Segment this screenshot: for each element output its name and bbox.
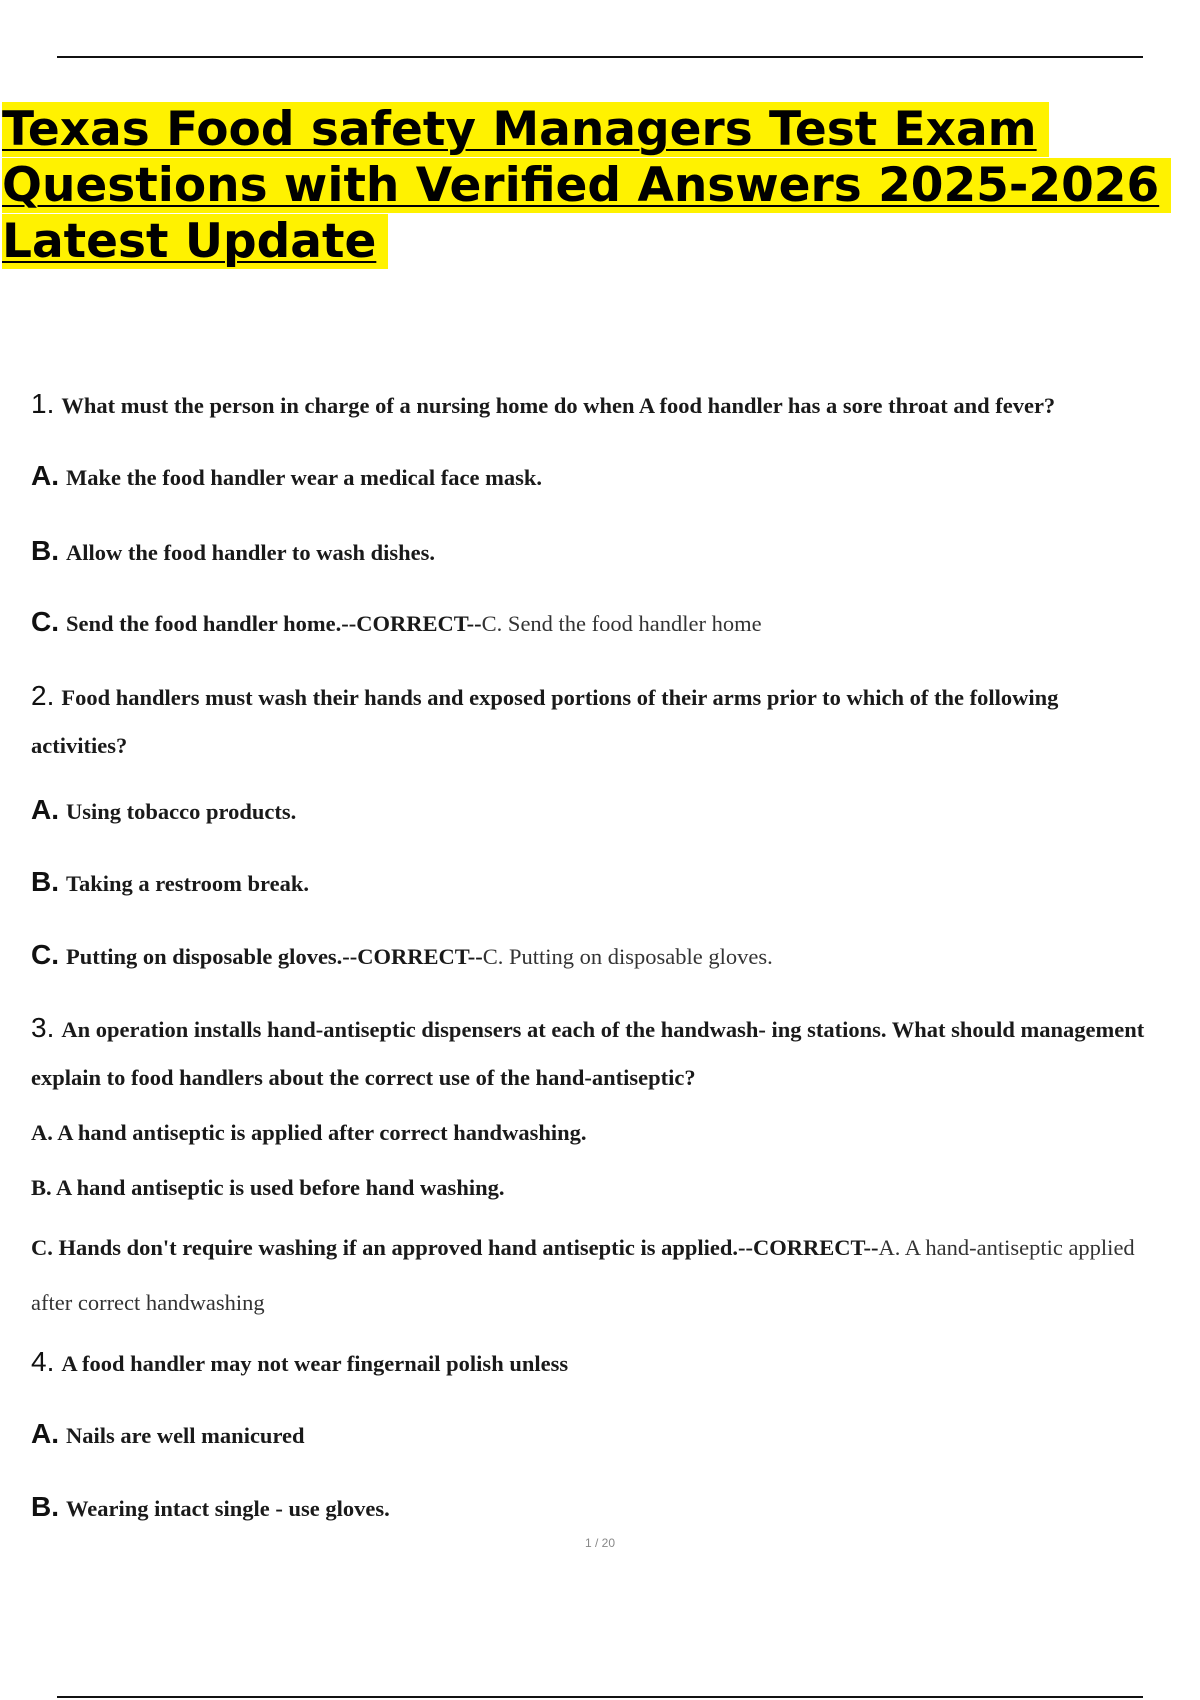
option-letter: B. xyxy=(31,1491,59,1522)
option-text: Make the food handler wear a medical face mask. xyxy=(66,465,542,490)
option-text: B. A hand antiseptic is used before hand washing. xyxy=(31,1175,505,1200)
question-number: 4. xyxy=(31,1346,55,1377)
question-number: 2. xyxy=(31,680,55,711)
option-text: Putting on disposable gloves.--CORRECT-- xyxy=(66,944,483,969)
title-line-2: Questions with Verified Answers 2025-2026 xyxy=(2,158,1171,213)
title-line-3: Latest Update xyxy=(2,214,388,269)
option-3c xyxy=(31,1220,1151,1330)
option-text: C. Hands don't require washing if an approved hand antiseptic is applied.--CORRECT-- xyxy=(31,1235,879,1260)
option-4a xyxy=(31,1410,1151,1460)
question-text: An operation installs hand-antiseptic dispensers at each of the handwash- ing stations. What should management explain to food handlers about the correct use of the hand-antiseptic? xyxy=(31,1017,1145,1090)
question-number: 1. xyxy=(31,388,55,419)
option-4b xyxy=(31,1483,1151,1533)
option-3a xyxy=(31,1109,1151,1157)
option-text: Wearing intact single - use gloves. xyxy=(66,1496,390,1521)
option-text: Taking a restroom break. xyxy=(66,871,309,896)
option-2b xyxy=(31,858,1151,908)
option-text: A. A hand antiseptic is applied after correct handwashing. xyxy=(31,1120,587,1145)
option-letter: C. xyxy=(31,939,59,970)
question-text: Food handlers must wash their hands and exposed portions of their arms prior to which of the following activities? xyxy=(31,685,1059,758)
option-letter: C. xyxy=(31,606,59,637)
option-2c xyxy=(31,931,1151,981)
option-text: Nails are well manicured xyxy=(66,1423,305,1448)
option-2a xyxy=(31,786,1151,836)
option-letter: A. xyxy=(31,460,59,491)
question-3 xyxy=(31,1004,1151,1102)
correct-answer: C. Putting on disposable gloves. xyxy=(482,944,773,969)
option-1a xyxy=(31,452,1151,502)
option-text: Using tobacco products. xyxy=(66,799,297,824)
question-2 xyxy=(31,672,1151,770)
option-1c xyxy=(31,598,1151,648)
question-text: A food handler may not wear fingernail polish unless xyxy=(61,1351,569,1376)
option-letter: B. xyxy=(31,535,59,566)
option-text: Allow the food handler to wash dishes. xyxy=(66,540,436,565)
option-letter: A. xyxy=(31,1418,59,1449)
bottom-rule xyxy=(57,1696,1143,1698)
top-rule xyxy=(57,56,1143,58)
correct-answer: C. Send the food handler home xyxy=(481,611,762,636)
question-1 xyxy=(31,380,1151,430)
correct-answer: A. A hand-antiseptic applied after correct handwashing xyxy=(31,1235,1135,1315)
option-letter: A. xyxy=(31,794,59,825)
question-number: 3. xyxy=(31,1012,55,1043)
document-title xyxy=(2,102,1198,270)
option-letter: B. xyxy=(31,866,59,897)
option-3b xyxy=(31,1164,1151,1212)
page-indicator: 1 / 20 xyxy=(584,1536,616,1550)
title-line-1: Texas Food safety Managers Test Exam xyxy=(2,102,1049,157)
option-1b xyxy=(31,527,1151,577)
question-text: What must the person in charge of a nursing home do when A food handler has a sore throat and fever? xyxy=(61,393,1056,418)
question-4 xyxy=(31,1338,1151,1388)
option-text: Send the food handler home.--CORRECT-- xyxy=(66,611,482,636)
